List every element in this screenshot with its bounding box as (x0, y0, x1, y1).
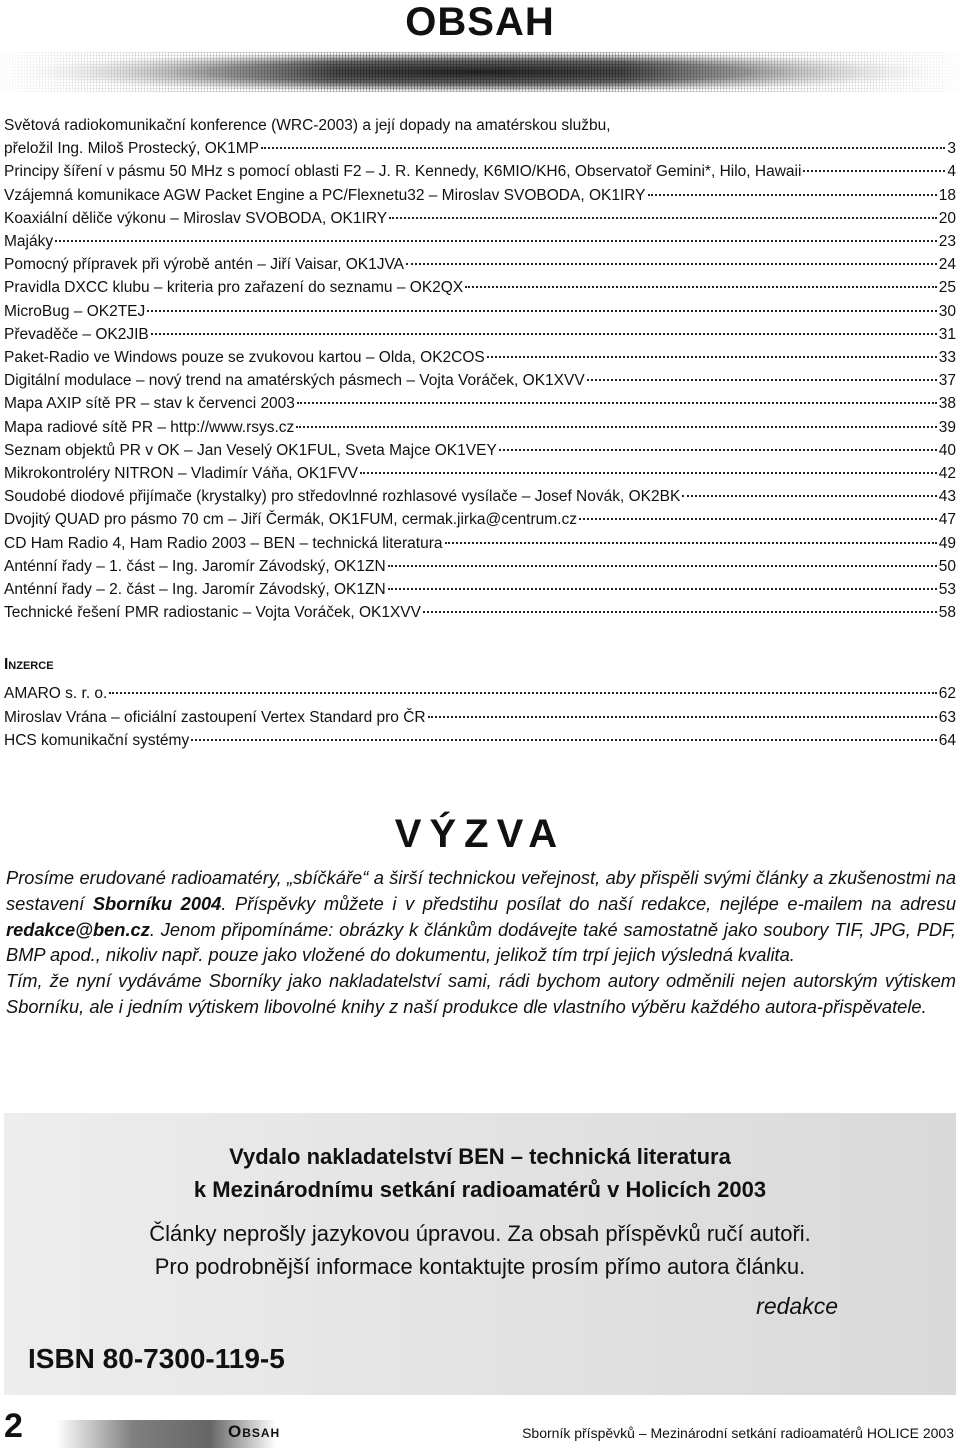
toc-entry (4, 392, 956, 415)
disclaimer: Články neprošly jazykovou úpravou. Za obsah příspěvků ručí autoři. Pro podrobnější informace kontaktujte prosím přímo autora článku. (149, 1221, 811, 1279)
toc-title: Dvojitý QUAD pro pásmo 70 cm – Jiří Čermák, OK1FUM, cermak.jirka@centrum.cz (4, 511, 577, 529)
toc-title: Mapa radiové sítě PR – http://www.rsys.cz (4, 418, 295, 436)
toc-title: Mapa AXIP sítě PR – stav k červenci 2003 (4, 395, 295, 413)
toc-entry (4, 555, 956, 578)
toc-leader (587, 379, 937, 381)
toc-leader (579, 518, 937, 520)
ad-line (4, 729, 956, 753)
ads-list (4, 682, 956, 753)
toc-page: 49 (938, 534, 956, 552)
toc-page: 25 (938, 279, 956, 297)
ad-line (4, 682, 956, 706)
toc-leader (261, 147, 945, 149)
ad-leader (109, 692, 936, 694)
toc-title: Seznam objektů PR v OK – Jan Veselý OK1FUL, Sveta Majce OK1VEY (4, 441, 497, 459)
toc-entry (4, 369, 956, 392)
toc-entry (4, 207, 956, 230)
toc-leader (487, 356, 937, 358)
toc-entry (4, 253, 956, 276)
toc-leader (682, 495, 936, 497)
ad-title: AMARO s. r. o. (4, 685, 108, 702)
publisher-box (4, 1113, 956, 1395)
toc-title: Světová radiokomunikační konference (WRC-2003) a její dopady na amatérskou službu, (4, 117, 611, 134)
call-paragraph-1: Prosíme erudované radioamatéry, „sbíčkáře“ a širší technickou veřejnost, aby přispěli svými články a zkušenostmi na sestavení Sborníku 2004. Příspěvky můžete i v předstihu posílat do naší redakce, nejlépe e-mailem na adresu redakce@ben.cz. Jenom připomínáme: obrázky k článkům dodávejte také samostatně jako soubory TIF, JPG, PDF, BMP apod., nikoliv např. pouze jako vložené do dokumentu, jelikož tím trpí jejich výsledná kvalita. (6, 867, 956, 966)
footer-section: Obsah (228, 1422, 281, 1441)
toc-title: Technické řešení PMR radiostanic – Vojta Voráček, OK1XVV (4, 604, 421, 622)
toc-line (4, 392, 956, 415)
toc-page: 20 (938, 209, 956, 227)
ads-heading: Inzerce (4, 656, 54, 673)
toc-line (4, 439, 956, 462)
isbn: ISBN 80-7300-119-5 (28, 1343, 285, 1374)
toc-line (4, 578, 956, 601)
toc-leader (147, 310, 936, 312)
ad-page: 62 (938, 685, 956, 702)
toc-page: 38 (938, 395, 956, 413)
toc-leader (360, 472, 937, 474)
toc-line (4, 300, 956, 323)
toc-line (4, 137, 956, 160)
toc-entry (4, 508, 956, 531)
toc-entry (4, 276, 956, 299)
ad-title: Miroslav Vrána – oficiální zastoupení Vertex Standard pro ČR (4, 708, 426, 726)
toc-line (4, 369, 956, 392)
toc-line (4, 508, 956, 531)
toc-title: Principy šíření v pásmu 50 MHz s pomocí oblasti F2 – J. R. Kennedy, K6MIO/KH6, Observatoř Gemini*, Hilo, Hawaii (4, 163, 802, 181)
toc-page: 43 (938, 488, 956, 506)
toc-leader (465, 286, 937, 288)
toc-title: Pravidla DXCC klubu – kriteria pro zařazení do seznamu – OK2QX (4, 279, 464, 297)
toc-leader (388, 565, 937, 567)
ad-page: 64 (938, 732, 956, 749)
toc-leader (388, 588, 937, 590)
toc-title: přeložil Ing. Miloš Prostecký, OK1MP (4, 140, 259, 158)
toc-line (4, 276, 956, 299)
toc-line (4, 160, 956, 183)
toc-page: 37 (938, 372, 956, 390)
toc-entry (4, 160, 956, 183)
toc-title: Majáky (4, 233, 54, 251)
toc-leader (406, 263, 937, 265)
publisher-heading: Vydalo nakladatelství BEN – technická literatura k Mezinárodnímu setkání radioamatérů v Holicích 2003 (193, 1144, 767, 1202)
toc-leader (151, 333, 937, 335)
toc-line (4, 323, 956, 346)
toc-title: Anténní řady – 1. část – Ing. Jaromír Závodský, OK1ZN (4, 557, 386, 575)
toc-page: 18 (938, 186, 956, 204)
toc-page: 47 (938, 511, 956, 529)
toc-entry (4, 184, 956, 207)
toc-title: Mikrokontroléry NITRON – Vladimír Váňa, OK1FVV (4, 465, 359, 483)
toc-line (4, 253, 956, 276)
toc-leader (803, 170, 945, 172)
toc-page: 24 (938, 256, 956, 274)
toc-line (4, 184, 956, 207)
page-title: OBSAH (405, 0, 555, 44)
call-text (6, 865, 956, 1020)
toc-line (4, 601, 956, 624)
ad-leader (428, 716, 937, 718)
toc-title: Pomocný přípravek při výrobě antén – Jiří Vaisar, OK1JVA (4, 256, 405, 274)
toc-title: MicroBug – OK2TEJ (4, 302, 146, 320)
toc-leader (423, 611, 937, 613)
toc-title: Digitální modulace – nový trend na amatérských pásmech – Vojta Voráček, OK1XVV (4, 372, 585, 390)
toc-line (4, 485, 956, 508)
toc-page: 4 (947, 163, 956, 181)
toc-entry (4, 323, 956, 346)
toc-title: Paket-Radio ve Windows pouze se zvukovou kartou – Olda, OK2COS (4, 349, 485, 367)
toc-line (4, 416, 956, 439)
toc-entry (4, 300, 956, 323)
toc-page: 39 (938, 418, 956, 436)
toc-entry (4, 601, 956, 624)
sbornik-name: Sborníku 2004 (92, 892, 222, 914)
table-of-contents (4, 114, 956, 624)
toc-title: Vzájemná komunikace AGW Packet Engine a PC/Flexnetu32 – Miroslav SVOBODA, OK1IRY (4, 186, 646, 204)
toc-leader (445, 542, 937, 544)
toc-page: 58 (938, 604, 956, 622)
page-footer (0, 1406, 960, 1452)
ad-page: 63 (938, 708, 956, 726)
toc-page: 30 (938, 302, 956, 320)
toc-page: 3 (947, 140, 956, 158)
toc-entry (4, 578, 956, 601)
toc-entry (4, 532, 956, 555)
toc-entry (4, 462, 956, 485)
toc-page: 40 (938, 441, 956, 459)
toc-title: Převaděče – OK2JIB (4, 325, 149, 343)
toc-title: CD Ham Radio 4, Ham Radio 2003 – BEN – technická literatura (4, 534, 443, 552)
toc-title: Koaxiální děliče výkonu – Miroslav SVOBODA, OK1IRY (4, 209, 388, 227)
signature: redakce (756, 1293, 838, 1319)
toc-page: 33 (938, 349, 956, 367)
toc-title: Anténní řady – 2. část – Ing. Jaromír Závodský, OK1ZN (4, 581, 386, 599)
toc-line (4, 346, 956, 369)
call-title: VÝZVA (394, 812, 566, 856)
toc-leader (499, 449, 937, 451)
toc-entry (4, 346, 956, 369)
toc-leader (55, 240, 937, 242)
toc-entry (4, 416, 956, 439)
toc-entry (4, 485, 956, 508)
toc-page: 31 (938, 325, 956, 343)
decorative-speckle-band (0, 52, 960, 92)
toc-entry (4, 230, 956, 253)
toc-page: 53 (938, 581, 956, 599)
toc-line (4, 532, 956, 555)
ad-line (4, 706, 956, 730)
toc-line (4, 230, 956, 253)
call-paragraph-2: Tím, že nyní vydáváme Sborníky jako nakladatelství sami, rádi bychom autory odměnili nejen autorským výtiskem Sborníku, ale i jedním výtiskem libovolné knihy z naší produkce dle vlastního výběru každého autora-přispěvatele. (6, 970, 956, 1017)
toc-entry (4, 439, 956, 462)
toc-page: 42 (938, 465, 956, 483)
toc-line (4, 207, 956, 230)
toc-line (4, 555, 956, 578)
toc-leader (297, 402, 937, 404)
email-address: redakce@ben.cz (6, 918, 150, 940)
toc-page: 50 (938, 557, 956, 575)
ad-leader (191, 739, 937, 741)
footer-publication: Sborník příspěvků – Mezinárodní setkání radioamatérů HOLICE 2003 (522, 1425, 954, 1441)
toc-page: 23 (938, 233, 956, 251)
toc-leader (389, 217, 937, 219)
page-number: 2 (4, 1407, 23, 1445)
toc-line (4, 114, 956, 137)
toc-title: Soudobé diodové přijímače (krystalky) pro středovlnné rozhlasové vysílače – Josef Novák, OK2BK (4, 488, 681, 506)
toc-leader (296, 426, 936, 428)
toc-line (4, 462, 956, 485)
ad-title: HCS komunikační systémy (4, 732, 190, 749)
toc-leader (648, 194, 937, 196)
toc-entry (4, 114, 956, 160)
